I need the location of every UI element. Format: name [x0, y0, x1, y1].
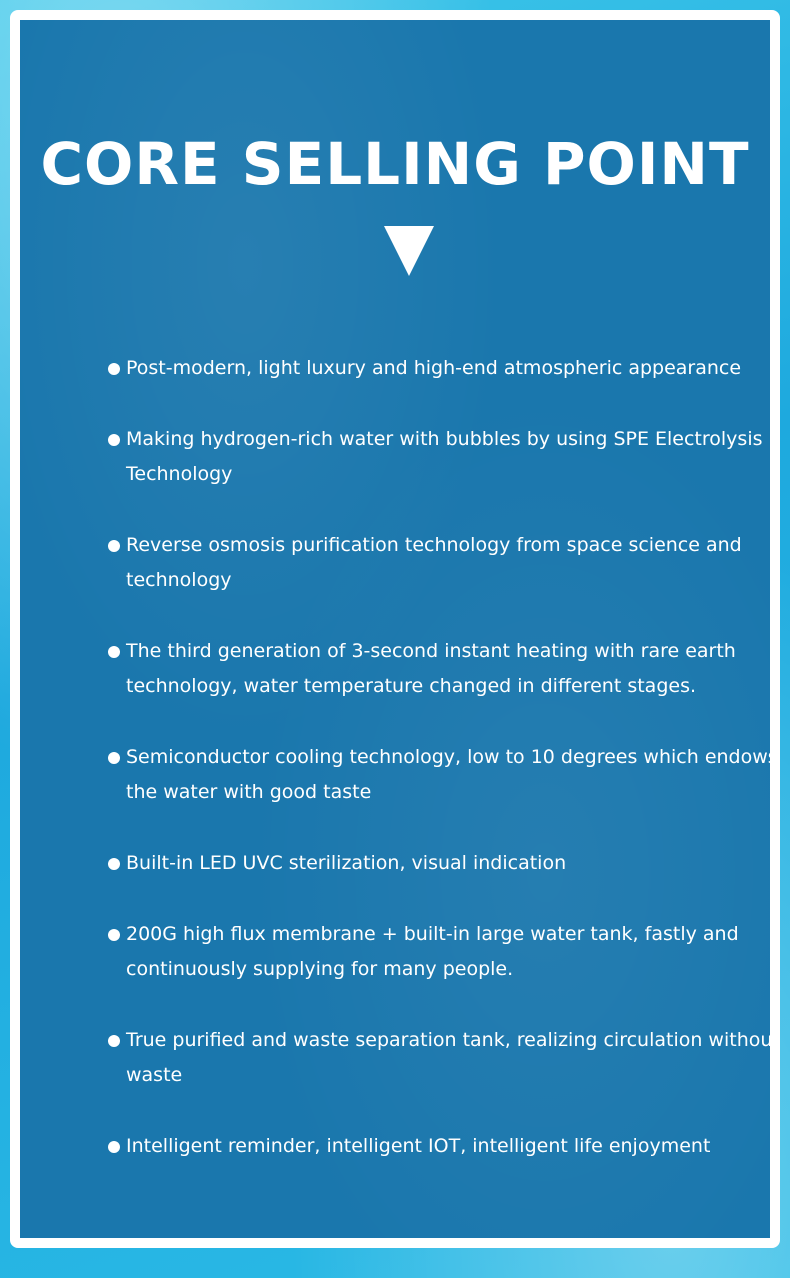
bullet-dot-icon [108, 363, 120, 375]
selling-point-text: Reverse osmosis purification technology from space science and technology [126, 534, 742, 591]
bullet-dot-icon [108, 858, 120, 870]
selling-point-text: 200G high flux membrane + built-in large water tank, fastly and continuously supplying for many people. [126, 923, 739, 980]
bullet-dot-icon [108, 752, 120, 764]
page-title: CORE SELLING POINT [40, 130, 750, 198]
selling-point [108, 1129, 780, 1164]
selling-point-text: Post-modern, light luxury and high-end atmospheric appearance [126, 357, 742, 379]
selling-point [108, 422, 780, 492]
selling-point-text: True purified and waste separation tank, realizing circulation without waste [126, 1029, 780, 1086]
down-triangle-icon [384, 226, 434, 276]
bullet-dot-icon [108, 1035, 120, 1047]
selling-point [108, 740, 780, 810]
selling-point [108, 1023, 780, 1093]
selling-point [108, 528, 780, 598]
selling-point-text: Built-in LED UVC sterilization, visual indication [126, 852, 567, 874]
bullet-dot-icon [108, 929, 120, 941]
bullet-dot-icon [108, 646, 120, 658]
selling-point-text: Semiconductor cooling technology, low to 10 degrees which endows the water with good taste [126, 746, 778, 803]
bullet-dot-icon [108, 434, 120, 446]
selling-point-text: The third generation of 3-second instant heating with rare earth technology, water temperature changed in different stages. [126, 640, 736, 697]
content-panel [10, 10, 780, 1248]
selling-points-list [108, 351, 780, 1200]
selling-point [108, 634, 780, 704]
selling-point [108, 917, 780, 987]
selling-point-text: Making hydrogen-rich water with bubbles by using SPE Electrolysis Technology [126, 428, 763, 485]
bullet-dot-icon [108, 540, 120, 552]
selling-point-text: Intelligent reminder, intelligent IOT, intelligent life enjoyment [126, 1135, 711, 1157]
bullet-dot-icon [108, 1141, 120, 1153]
selling-point [108, 846, 780, 881]
selling-point [108, 351, 780, 386]
